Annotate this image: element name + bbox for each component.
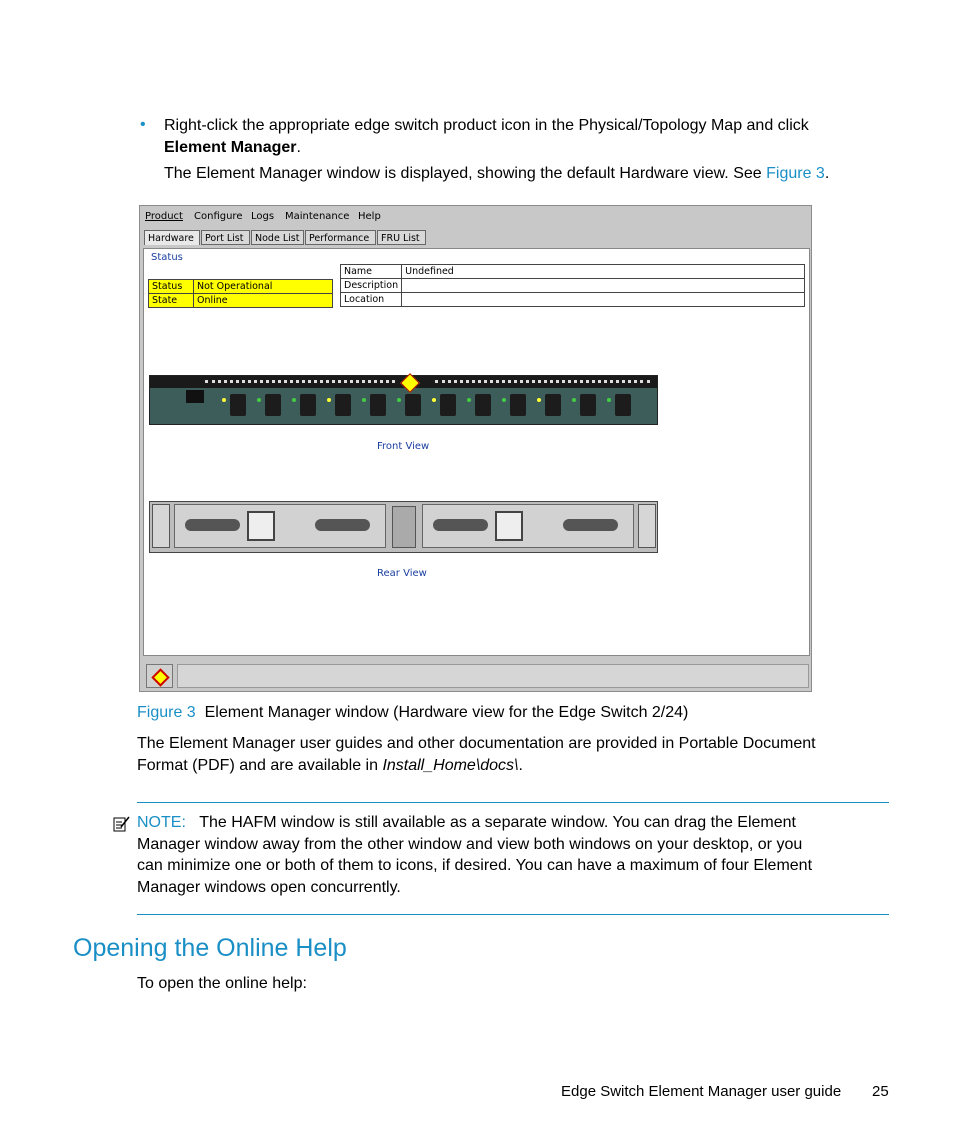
description-key: Description xyxy=(341,279,402,293)
info-table xyxy=(340,264,805,307)
figure-label: Figure 3 xyxy=(137,704,196,721)
note-label: NOTE: xyxy=(137,814,186,831)
port-led xyxy=(432,398,436,402)
tab-port-list[interactable]: Port List xyxy=(201,230,250,245)
status-value: Not Operational xyxy=(194,280,333,294)
name-key: Name xyxy=(341,265,402,279)
serial-port-icon[interactable] xyxy=(392,506,416,548)
handle-right xyxy=(315,519,370,531)
tab-fru-list[interactable]: FRU List xyxy=(377,230,426,245)
power-socket-icon xyxy=(495,511,523,541)
note-line-1 xyxy=(137,812,796,834)
tab-performance[interactable]: Performance xyxy=(305,230,376,245)
section-intro: To open the online help: xyxy=(137,975,307,992)
port-dots-left xyxy=(205,380,395,386)
power-socket-icon xyxy=(247,511,275,541)
switch-port[interactable] xyxy=(440,394,456,416)
table-row xyxy=(341,293,805,307)
menu-maintenance[interactable]: Maintenance xyxy=(285,211,350,222)
note-text-1: The HAFM window is still available as a separate window. You can drag the Element xyxy=(199,814,796,831)
bullet-marker: • xyxy=(140,116,146,133)
alert-button[interactable] xyxy=(146,664,173,688)
note-line-3: can minimize one or both of them to icons, if desired. You can have a maximum of four Element xyxy=(137,857,813,874)
status-bar xyxy=(143,661,810,689)
menu-help[interactable]: Help xyxy=(358,211,381,222)
front-view-label: Front View xyxy=(377,441,430,452)
port-led xyxy=(537,398,541,402)
switch-port[interactable] xyxy=(370,394,386,416)
power-supply-1[interactable] xyxy=(174,504,386,548)
switch-port[interactable] xyxy=(580,394,596,416)
para-line-1: The Element Manager user guides and other documentation are provided in Portable Document xyxy=(137,735,816,752)
port-led xyxy=(327,398,331,402)
menu-bar xyxy=(140,206,811,227)
handle-right xyxy=(563,519,618,531)
status-message-field xyxy=(177,664,809,688)
ethernet-port[interactable] xyxy=(186,390,204,403)
switch-port[interactable] xyxy=(265,394,281,416)
note-line-4: Manager windows open concurrently. xyxy=(137,879,401,896)
power-supply-2[interactable] xyxy=(422,504,634,548)
bullet-period: . xyxy=(296,139,301,156)
location-key: Location xyxy=(341,293,402,307)
para-end: . xyxy=(518,757,523,774)
bullet-para-text: The Element Manager window is displayed, showing the default Hardware view. See xyxy=(164,165,767,182)
page-number: 25 xyxy=(872,1083,889,1100)
handle-left xyxy=(185,519,240,531)
port-led xyxy=(607,398,611,402)
note-pencil-icon xyxy=(113,815,130,832)
bullet-paragraph xyxy=(164,163,829,185)
status-heading: Status xyxy=(151,252,183,263)
port-led xyxy=(222,398,226,402)
footer-title: Edge Switch Element Manager user guide xyxy=(561,1083,842,1100)
switch-port[interactable] xyxy=(230,394,246,416)
para-text: Format (PDF) and are available in xyxy=(137,757,383,774)
note-top-rule xyxy=(137,802,889,803)
port-led xyxy=(572,398,576,402)
hardware-panel xyxy=(143,248,810,656)
port-led xyxy=(397,398,401,402)
figure-caption-text: Element Manager window (Hardware view for the Edge Switch 2/24) xyxy=(204,704,689,721)
handle-left xyxy=(433,519,488,531)
location-value[interactable] xyxy=(402,293,805,307)
bullet-line-2 xyxy=(164,137,301,159)
left-rack-ear xyxy=(152,504,170,548)
status-table xyxy=(148,279,333,308)
tab-hardware[interactable]: Hardware xyxy=(144,230,200,245)
para-line-2 xyxy=(137,755,523,777)
port-led xyxy=(257,398,261,402)
figure-3-link[interactable]: Figure 3 xyxy=(766,165,825,182)
table-row xyxy=(149,294,333,308)
name-value[interactable]: Undefined xyxy=(402,265,805,279)
switch-rear-panel[interactable] xyxy=(149,501,658,553)
right-rack-ear xyxy=(638,504,656,548)
bullet-text: Right-click the appropriate edge switch product icon in the Physical/Topology Map and click xyxy=(164,117,809,134)
rear-view-label: Rear View xyxy=(377,568,427,579)
port-led xyxy=(292,398,296,402)
switch-port[interactable] xyxy=(300,394,316,416)
state-value: Online xyxy=(194,294,333,308)
switch-front-panel[interactable] xyxy=(149,375,658,425)
port-led xyxy=(502,398,506,402)
table-row xyxy=(149,280,333,294)
section-heading: Opening the Online Help xyxy=(73,934,347,962)
table-row xyxy=(341,265,805,279)
install-path: Install_Home\docs\ xyxy=(382,757,519,774)
note-line-2: Manager window away from the other window and view both windows on your desktop, or you xyxy=(137,836,803,853)
table-row xyxy=(341,279,805,293)
element-manager-bold: Element Manager xyxy=(164,139,297,156)
switch-port[interactable] xyxy=(545,394,561,416)
element-manager-window xyxy=(139,205,812,692)
description-value[interactable] xyxy=(402,279,805,293)
note-bottom-rule xyxy=(137,914,889,915)
state-key: State xyxy=(149,294,194,308)
menu-logs[interactable]: Logs xyxy=(251,211,275,222)
status-key: Status xyxy=(149,280,194,294)
switch-port[interactable] xyxy=(615,394,631,416)
bullet-line-1 xyxy=(164,115,809,137)
port-led xyxy=(362,398,366,402)
menu-configure[interactable]: Configure xyxy=(194,211,243,222)
switch-port[interactable] xyxy=(335,394,351,416)
switch-port[interactable] xyxy=(510,394,526,416)
figure-caption xyxy=(137,702,688,724)
menu-product[interactable]: Product xyxy=(145,211,183,222)
bullet-para-end: . xyxy=(824,165,830,182)
switch-port[interactable] xyxy=(405,394,421,416)
port-dots-right xyxy=(435,380,650,386)
switch-port[interactable] xyxy=(475,394,491,416)
alert-diamond-icon xyxy=(151,668,169,686)
tab-node-list[interactable]: Node List xyxy=(251,230,304,245)
port-led xyxy=(467,398,471,402)
